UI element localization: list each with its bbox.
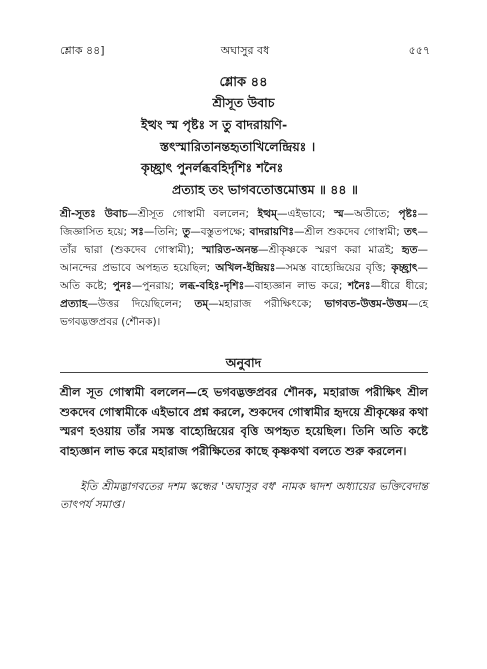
- synonym-term: ভাগবত-উত্তম-উত্তম: [324, 298, 408, 310]
- synonym-term: প্রত্যাহ: [60, 298, 88, 310]
- verse-line: প্রত্যাহ তং ভাগবতোত্তমোত্তম ॥ ৪৪ ॥: [172, 182, 358, 197]
- synonym-term: তৎ: [404, 226, 418, 238]
- synonym-term: ইত্থম্: [257, 208, 278, 220]
- synonym-term: তু: [182, 226, 191, 238]
- synonym-meaning: বাহ্যজ্ঞান লাভ করে;: [254, 280, 343, 292]
- synonym-meaning: অতি কষ্টে;: [60, 280, 108, 292]
- synonym-term: অখিল-ইন্দ্রিয়ঃ: [215, 262, 276, 274]
- verse-label: শ্লোক ৪৪: [219, 75, 268, 90]
- heading-rule: [60, 372, 428, 373]
- synonym-meaning: মহারাজ পরীক্ষিৎকে;: [218, 298, 312, 310]
- synonym-term: সঃ: [131, 226, 144, 238]
- verse-line: ইত্থং স্ম পৃষ্টঃ স তু বাদরায়ণি-: [141, 117, 288, 132]
- verse-speaker: শ্রীসূত উবাচ: [212, 95, 275, 110]
- synonym-term: কৃচ্ছ্রাৎ: [391, 262, 418, 274]
- synonym-meaning: ধীরে ধীরে;: [381, 280, 428, 292]
- synonym-meaning: হে ভগবদ্ভক্তপ্রবর (শৌনক)।: [60, 298, 429, 328]
- synonym-term: তম্: [194, 298, 209, 310]
- verse-line: স্তৎস্মারিতানন্তহৃতাখিলেন্দ্রিয়ঃ ।: [160, 139, 316, 154]
- synonym-meaning: সমস্ত বাহ্যেন্দ্রিয়ের বৃত্তি;: [285, 262, 386, 274]
- verse-line: কৃচ্ছ্রাৎ পুনর্লব্ধবহির্দৃশিঃ শনৈঃ: [141, 160, 284, 175]
- header-verse-ref: শ্লোক ৪৪]: [60, 44, 105, 57]
- synonym-meaning: অতীতে;: [354, 208, 390, 220]
- synonym-term: হৃত: [401, 244, 418, 256]
- header-chapter-title: অঘাসুর বধ: [220, 44, 270, 57]
- synonym-meaning: তিনি;: [154, 226, 179, 238]
- synonym-meaning: পুনরায়;: [142, 280, 175, 292]
- synonym-term: স্মারিত-অনন্ত: [201, 244, 259, 256]
- running-header: [60, 42, 430, 60]
- word-for-word-synonyms: শ্রী-সূতঃ উবাচ—শ্রীসূত গোস্বামী বললেন; ইত্থম্—এইভাবে; স্ম—অতীতে; পৃষ্টঃ—জিজ্ঞাসিত হয়ে; সঃ—তিনি; তু—বস্তুতপক্ষে; বাদরায়ণিঃ—শ্রীল শুকদেব গোস্বামী; তৎ—তাঁর দ্বারা (শুকদেব গোস্বামী); স্মারিত-অনন্ত—শ্রীকৃষ্ণকে স্মরণ করা মাত্রই; হৃত—আনন্দের প্রভাবে অপহৃত হয়েছিল; অখিল-ইন্দ্রিয়ঃ—সমস্ত বাহ্যেন্দ্রিয়ের বৃত্তি; কৃচ্ছ্রাৎ—অতি কষ্টে; পুনঃ—পুনরায়; লব্ধ-বহিঃ-দৃশিঃ—বাহ্যজ্ঞান লাভ করে; শনৈঃ—ধীরে ধীরে; প্রত্যাহ—উত্তর দিয়েছিলেন; তম্—মহারাজ পরীক্ষিৎকে; ভাগবত-উত্তম-উত্তম—হে ভগবদ্ভক্তপ্রবর (শৌনক)।: [60, 208, 429, 328]
- synonym-meaning: এইভাবে;: [287, 208, 326, 220]
- synonym-meaning: আনন্দের প্রভাবে অপহৃত হয়েছিল;: [60, 262, 211, 274]
- chapter-colophon: ইতি শ্রীমদ্ভাগবতের দশম স্কন্ধের 'অঘাসুর বধ' নামক দ্বাদশ অধ্যায়ের ভক্তিবেদান্ত তাৎপর্য সমাপ্ত।: [60, 480, 428, 511]
- synonym-meaning: শ্রীসূত গোস্বামী বললেন;: [137, 208, 249, 220]
- synonym-meaning: শ্রীকৃষ্ণকে স্মরণ করা মাত্রই;: [268, 244, 395, 256]
- synonym-term: বাদরায়ণিঃ: [249, 226, 295, 238]
- synonym-term: শ্রী-সূতঃ উবাচ: [60, 208, 128, 220]
- synonym-term: পৃষ্টঃ: [398, 208, 418, 220]
- translation-heading: অনুবাদ: [225, 355, 262, 370]
- synonym-meaning: উত্তর দিয়েছিলেন;: [97, 298, 182, 310]
- synonym-meaning: শ্রীল শুকদেব গোস্বামী;: [304, 226, 400, 238]
- translation-text: শ্রীল সূত গোস্বামী বললেন—হে ভগবদ্ভক্তপ্রবর শৌনক, মহারাজ পরীক্ষিৎ শ্রীল শুকদেব গোস্বামীকে এইভাবে প্রশ্ন করলে, শুকদেব গোস্বামীর হৃদয়ে শ্রীকৃষ্ণের কথা স্মরণ হওয়ায় তাঁর সমস্ত বাহ্যেন্দ্রিয়ের বৃত্তি অপহৃত হয়েছিল। তিনি অতি কষ্টে বাহ্যজ্ঞান লাভ করে মহারাজ পরীক্ষিতের কাছে কৃষ্ণকথা বলতে শুরু করলেন।: [60, 385, 428, 458]
- header-page-number: ৫৫৭: [408, 44, 430, 57]
- synonym-meaning: জিজ্ঞাসিত হয়ে;: [60, 226, 128, 238]
- synonym-term: পুনঃ: [112, 280, 132, 292]
- synonym-meaning: তাঁর দ্বারা (শুকদেব গোস্বামী);: [60, 244, 195, 256]
- synonym-meaning: বস্তুতপক্ষে;: [200, 226, 246, 238]
- synonym-term: শনৈঃ: [348, 280, 371, 292]
- synonym-term: লব্ধ-বহিঃ-দৃশিঃ: [179, 280, 245, 292]
- synonym-term: স্ম: [334, 208, 344, 220]
